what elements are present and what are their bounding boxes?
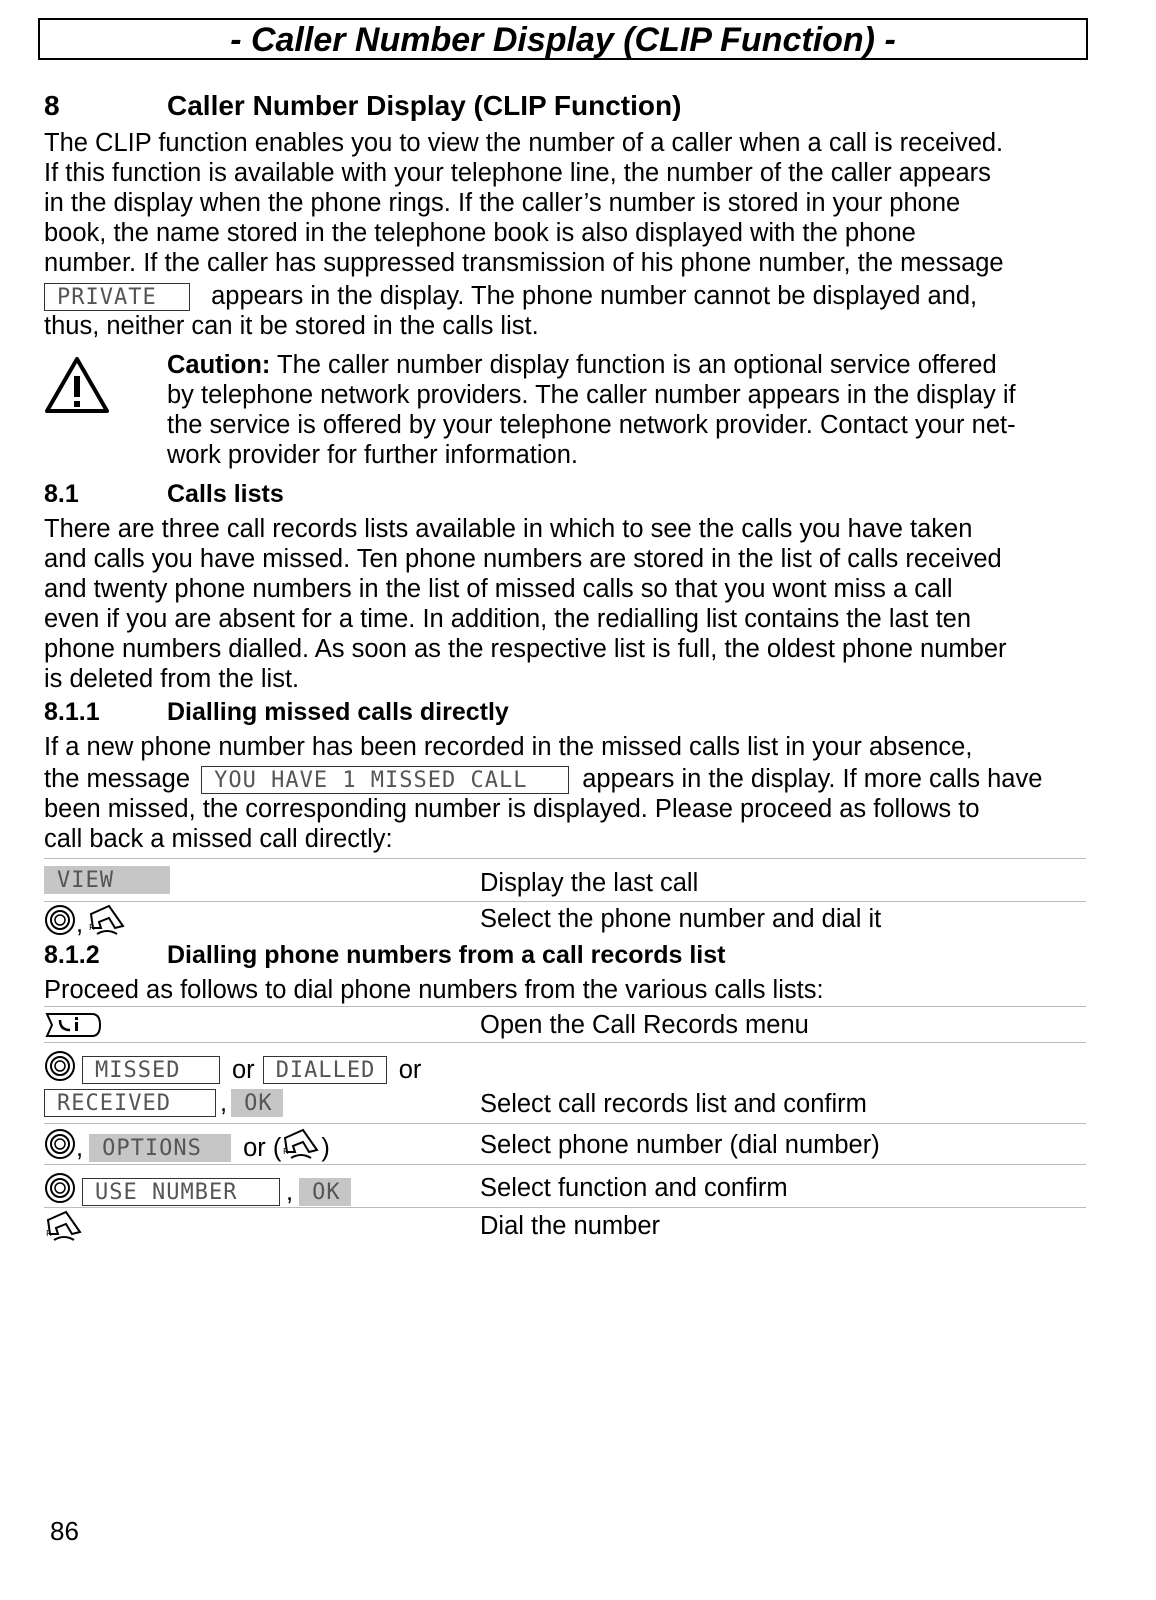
comma: , [76, 909, 84, 938]
caution-block [167, 350, 1107, 470]
para-line: is deleted from the list. [44, 665, 300, 693]
ok-softkey[interactable]: OK [231, 1089, 283, 1117]
navigation-key-icon[interactable] [44, 1128, 76, 1167]
table-divider [44, 1006, 1086, 1007]
section-8-1-number: 8.1 [44, 480, 79, 508]
step-keys [44, 866, 170, 894]
comma: , [286, 1177, 294, 1206]
paren-close: ) [321, 1133, 330, 1162]
section-8-1-1-paragraph [44, 732, 1104, 854]
para-line: If a new phone number has been recorded in the missed calls list in your absence, [44, 733, 973, 761]
step-description: Dial the number [480, 1212, 661, 1240]
or-text: or [232, 1055, 255, 1084]
page-header [38, 18, 1088, 60]
step-keys [44, 1050, 421, 1089]
section-8-1-2-title: Dialling phone numbers from a call records list [167, 941, 726, 969]
step-description: Select function and confirm [480, 1174, 788, 1202]
ok-softkey[interactable]: OK [299, 1178, 351, 1206]
step-description: Open the Call Records menu [480, 1011, 809, 1039]
step-keys [44, 904, 127, 943]
para-line: thus, neither can it be stored in the calls list. [44, 312, 539, 341]
table-divider [44, 901, 1086, 902]
view-softkey[interactable]: VIEW [44, 866, 170, 894]
table-divider [44, 1207, 1086, 1208]
para-text: appears in the display. If more calls have [582, 765, 1043, 793]
step-keys [44, 1172, 351, 1211]
para-line: call back a missed call directly: [44, 825, 393, 854]
para-line: The CLIP function enables you to view the number of a caller when a call is received. [44, 129, 1004, 157]
para-line: phone numbers dialled. As soon as the respective list is full, the oldest phone number [44, 635, 1007, 663]
page-number: 86 [50, 1516, 79, 1546]
missed-call-display-label: YOU HAVE 1 MISSED CALL [201, 766, 569, 794]
comma: , [76, 1133, 84, 1162]
comma: , [220, 1089, 228, 1117]
table-divider [44, 1123, 1086, 1124]
section-8-title: Caller Number Display (CLIP Function) [167, 90, 682, 121]
handset-dial-icon[interactable] [87, 904, 127, 943]
para-text: the message [44, 765, 191, 793]
section-8-1-1-title: Dialling missed calls directly [167, 698, 509, 726]
options-softkey[interactable]: OPTIONS [89, 1134, 231, 1162]
para-line: and calls you have missed. Ten phone numbers are stored in the list of calls received [44, 545, 1002, 573]
svg-text:R: R [89, 923, 95, 932]
para-line [44, 281, 1104, 311]
para-line: number. If the caller has suppressed transmission of his phone number, the message [44, 249, 1004, 277]
para-line: book, the name stored in the telephone book is also displayed with the phone [44, 219, 916, 247]
para-line: There are three call records lists available in which to see the calls you have taken [44, 515, 973, 543]
use-number-menu-item[interactable]: USE NUMBER [82, 1178, 280, 1206]
handset-dial-icon[interactable] [281, 1128, 321, 1167]
para-line: in the display when the phone rings. If the caller’s number is stored in your phone [44, 189, 961, 217]
step-keys [44, 1128, 330, 1167]
section-8-number: 8 [44, 90, 60, 121]
dialled-menu-item[interactable]: DIALLED [263, 1056, 387, 1084]
svg-text:R: R [46, 1229, 52, 1238]
handset-dial-icon[interactable] [44, 1210, 84, 1249]
caution-text: the service is offered by your telephone network provider. Contact your net- [167, 411, 1016, 439]
section-8-1-2-intro: Proceed as follows to dial phone numbers from the various calls lists: [44, 976, 824, 1004]
svg-text:R: R [283, 1147, 289, 1156]
warning-triangle-icon [44, 356, 110, 419]
or-text: or [398, 1055, 422, 1084]
para-line: been missed, the corresponding number is displayed. Please proceed as follows to [44, 795, 980, 824]
step-description: Select the phone number and dial it [480, 905, 882, 933]
caution-label: Caution: [167, 351, 271, 379]
step-keys [44, 1210, 84, 1249]
navigation-key-icon[interactable] [44, 1050, 76, 1089]
section-8-1-title: Calls lists [167, 480, 284, 508]
table-divider [44, 1042, 1086, 1043]
table-divider [44, 858, 1086, 859]
navigation-key-icon[interactable] [44, 904, 76, 943]
section-8-1-paragraph [44, 514, 1104, 694]
navigation-key-icon[interactable] [44, 1172, 76, 1211]
step-description: Select call records list and confirm [480, 1090, 867, 1118]
private-display-label: PRIVATE [44, 283, 190, 311]
step-description: Select phone number (dial number) [480, 1131, 880, 1159]
para-line: even if you are absent for a time. In addition, the redialling list contains the last ten [44, 605, 972, 633]
missed-menu-item[interactable]: MISSED [82, 1056, 220, 1084]
para-line: and twenty phone numbers in the list of missed calls so that you wont miss a call [44, 575, 953, 603]
received-menu-item[interactable]: RECEIVED [44, 1089, 216, 1117]
caution-text: by telephone network providers. The caller number appears in the display if [167, 381, 1016, 409]
para-line: If this function is available with your telephone line, the number of the caller appears [44, 159, 991, 187]
section-8-1-2-number: 8.1.2 [44, 941, 100, 969]
step-description: Display the last call [480, 869, 699, 897]
para-text: appears in the display. The phone number cannot be displayed and, [211, 282, 978, 310]
caution-text: work provider for further information. [167, 441, 578, 469]
page-header-title: - Caller Number Display (CLIP Function) - [230, 21, 896, 59]
para-line [44, 764, 1104, 794]
section-8-paragraph [44, 128, 1104, 341]
step-keys [44, 1088, 283, 1118]
caution-text: The caller number display function is an optional service offered [277, 351, 997, 379]
table-divider [44, 1164, 1086, 1165]
section-8-1-1-number: 8.1.1 [44, 698, 100, 726]
or-text: or ( [243, 1133, 282, 1162]
